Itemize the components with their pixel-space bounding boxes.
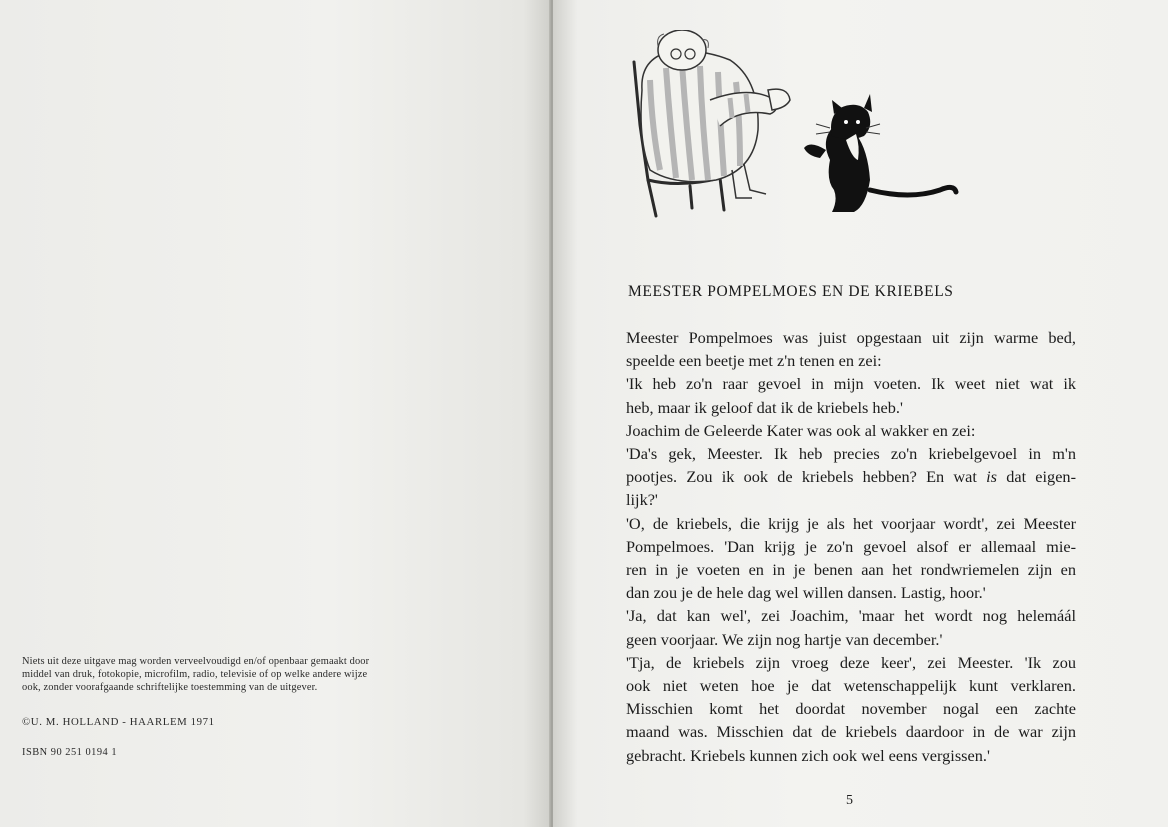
man-body [641, 51, 777, 182]
isbn-number: ISBN 90 251 0194 1 [22, 747, 118, 758]
black-cat [804, 94, 956, 212]
legal-line: ook, zonder voorafgaande schriftelijke toestemming van de uitgever. [22, 682, 318, 694]
text-line-with-italic [626, 465, 1076, 488]
text-line: Joachim de Geleerde Kater was ook al wakker en zei: [626, 420, 976, 440]
text-line: 'Ik heb zo'n raar gevoel in mijn voeten. Ik weet niet wat ik [626, 374, 1076, 394]
chapter-title: MEESTER POMPELMOES EN DE KRIEBELS [628, 283, 954, 300]
text-line: speelde een beetje met z'n tenen en zei: [626, 351, 882, 371]
italic-word: is [986, 467, 997, 487]
text-line: 'Ja, dat kan wel', zei Joachim, 'maar het wordt nog helemáál [626, 606, 1076, 626]
text-line: dan zou je de hele dag wel willen dansen. Lastig, hoor.' [626, 583, 986, 603]
text-line: Meester Pompelmoes was juist opgestaan uit zijn warme bed, [626, 328, 1076, 347]
text-line: 'Tja, de kriebels zijn vroeg deze keer', zei Meester. 'Ik zou [626, 652, 1076, 672]
text-line: ren in je voeten en in je benen aan het rondwriemelen zijn en [626, 560, 1076, 580]
text-segment: dat eigen- [1006, 467, 1076, 487]
text-segment: pootjes. Zou ik ook de kriebels hebben? En wat [626, 467, 977, 487]
text-line: geen voorjaar. We zijn nog hartje van december.' [626, 629, 943, 649]
text-line: heb, maar ik geloof dat ik de kriebels heb.' [626, 397, 903, 417]
text-line: ook niet weten hoe je dat wetenschappelijk kunt verklaren. [626, 676, 1076, 696]
story-text [626, 326, 1076, 767]
legal-line: Niets uit deze uitgave mag worden verveelvoudigd en/of openbaar gemaakt door [22, 656, 370, 667]
left-page [0, 0, 551, 827]
legal-notice [22, 655, 477, 695]
text-line: Pompelmoes. 'Dan krijg je zo'n gevoel alsof er allemaal mie- [626, 536, 1076, 556]
text-line: 'O, de kriebels, die krijg je als het voorjaar wordt', zei Meester [626, 513, 1076, 533]
text-line: Misschien komt het doordat november nogal een zachte [626, 699, 1076, 719]
copyright-notice: ©U. M. HOLLAND - HAARLEM 1971 [22, 716, 215, 728]
legal-line: middel van druk, fotokopie, microfilm, radio, televisie of op welke andere wijze [22, 669, 368, 681]
text-line: 'Da's gek, Meester. Ik heb precies zo'n kriebelgevoel in m'n [626, 444, 1076, 464]
text-line: gebracht. Kriebels kunnen zich ook wel eens vergissen.' [626, 745, 990, 765]
text-line: lijk?' [626, 490, 658, 510]
text-line: maand was. Misschien dat de kriebels daardoor in de war zijn [626, 722, 1076, 742]
pompelmoes-and-cat-illustration [620, 30, 970, 220]
page-number: 5 [846, 793, 853, 808]
